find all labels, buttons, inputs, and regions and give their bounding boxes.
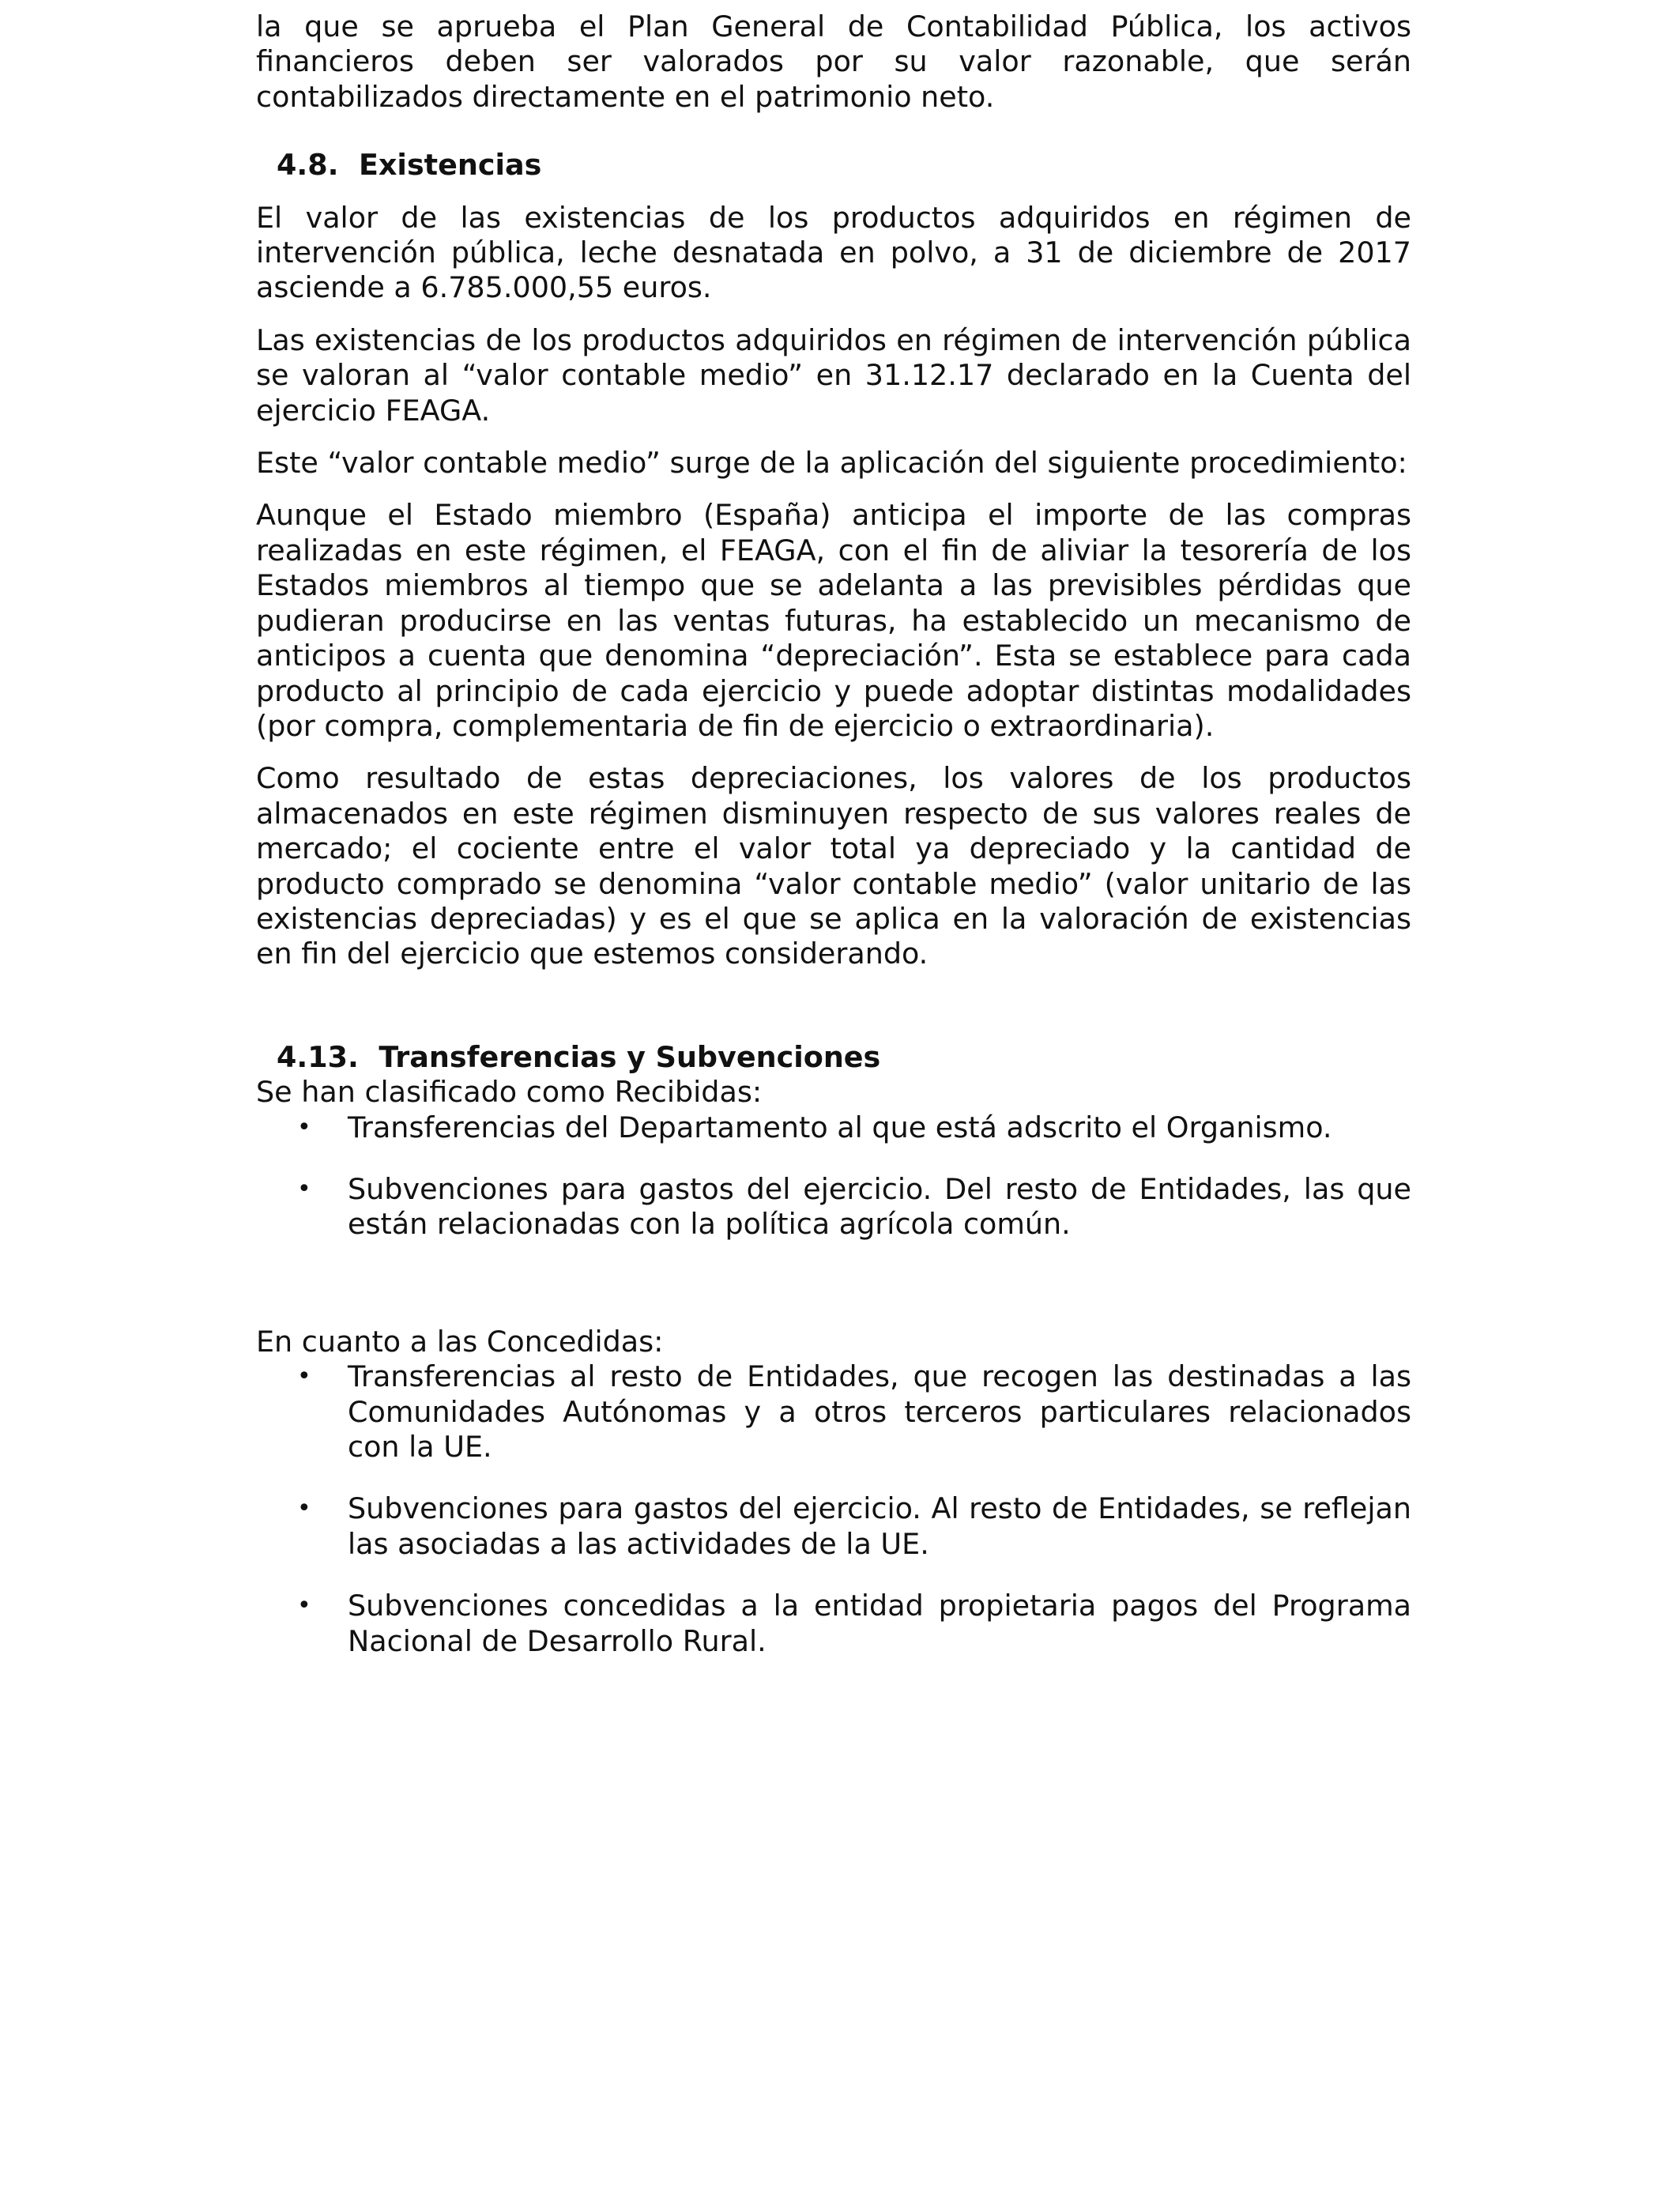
bullet-icon: • xyxy=(297,1174,311,1203)
list-item-text: Subvenciones para gastos del ejercicio. Del resto de Entidades, las que están relacionadas con la política agrícola común. xyxy=(348,1171,1411,1242)
granted-intro: En cuanto a las Concedidas: xyxy=(256,1324,664,1359)
section-title: Existencias xyxy=(358,148,542,183)
intro-paragraph: la que se aprueba el Plan General de Contabilidad Pública, los activos financieros deben ser valorados por su valor razonable, que serán contabilizados directamente en el patrimonio neto. xyxy=(256,9,1411,114)
list-item xyxy=(256,1359,1411,1465)
list-item xyxy=(256,1491,1411,1562)
section-number: 4.13. xyxy=(277,1039,359,1074)
section-number: 4.8. xyxy=(277,148,339,183)
existencias-paragraph: Este “valor contable medio” surge de la aplicación del siguiente procedimiento: xyxy=(256,446,1407,481)
existencias-paragraph: Las existencias de los productos adquiridos en régimen de intervención pública se valoran al “valor contable medio” en 31.12.17 declarado en la Cuenta del ejercicio FEAGA. xyxy=(256,322,1411,428)
list-item xyxy=(256,1172,1411,1242)
bullet-icon: • xyxy=(297,1592,311,1620)
section-title: Transferencias y Subvenciones xyxy=(379,1039,881,1074)
list-item-text: Subvenciones concedidas a la entidad propietaria pagos del Programa Nacional de Desarrollo Rural. xyxy=(348,1589,1411,1658)
received-list xyxy=(256,1110,1411,1242)
existencias-paragraph: Como resultado de estas depreciaciones, los valores de los productos almacenados en este régimen disminuyen respecto de sus valores reales de mercado; el cociente entre el valor total ya depreciado y la cantidad de producto comprado se denomina “valor contable medio” (valor unitario de las existencias depreciadas) y es el que se aplica en la valoración de existencias en fin del ejercicio que estemos considerando. xyxy=(256,761,1411,971)
list-item xyxy=(256,1589,1411,1659)
granted-list xyxy=(256,1359,1411,1659)
bullet-icon: • xyxy=(297,1363,311,1391)
list-item-text: Transferencias al resto de Entidades, que recogen las destinadas a las Comunidades Autónomas y a otros terceros particulares relacionados con la UE. xyxy=(348,1359,1411,1464)
list-item xyxy=(256,1110,1411,1145)
bullet-icon: • xyxy=(297,1495,311,1523)
list-item-text: Subvenciones para gastos del ejercicio. Al resto de Entidades, se reflejan las asociadas a las actividades de la UE. xyxy=(348,1491,1411,1561)
document-page xyxy=(256,9,1411,1659)
section-heading-4-13 xyxy=(256,1040,1411,1075)
section-heading-4-8 xyxy=(256,148,1411,183)
received-intro: Se han clasificado como Recibidas: xyxy=(256,1075,763,1110)
existencias-paragraph: El valor de las existencias de los productos adquiridos en régimen de intervención pública, leche desnatada en polvo, a 31 de diciembre de 2017 asciende a 6.785.000,55 euros. xyxy=(256,200,1411,305)
existencias-paragraph: Aunque el Estado miembro (España) anticipa el importe de las compras realizadas en este régimen, el FEAGA, con el fin de aliviar la tesorería de los Estados miembros al tiempo que se adelanta a las previsibles pérdidas que pudieran producirse en las ventas futuras, ha establecido un mecanismo de anticipos a cuenta que denomina “depreciación”. Esta se establece para cada producto al principio de cada ejercicio y puede adoptar distintas modalidades (por compra, complementaria de fin de ejercicio o extraordinaria). xyxy=(256,498,1411,743)
bullet-icon: • xyxy=(297,1113,311,1141)
list-item-text: Transferencias del Departamento al que está adscrito el Organismo. xyxy=(348,1110,1332,1144)
